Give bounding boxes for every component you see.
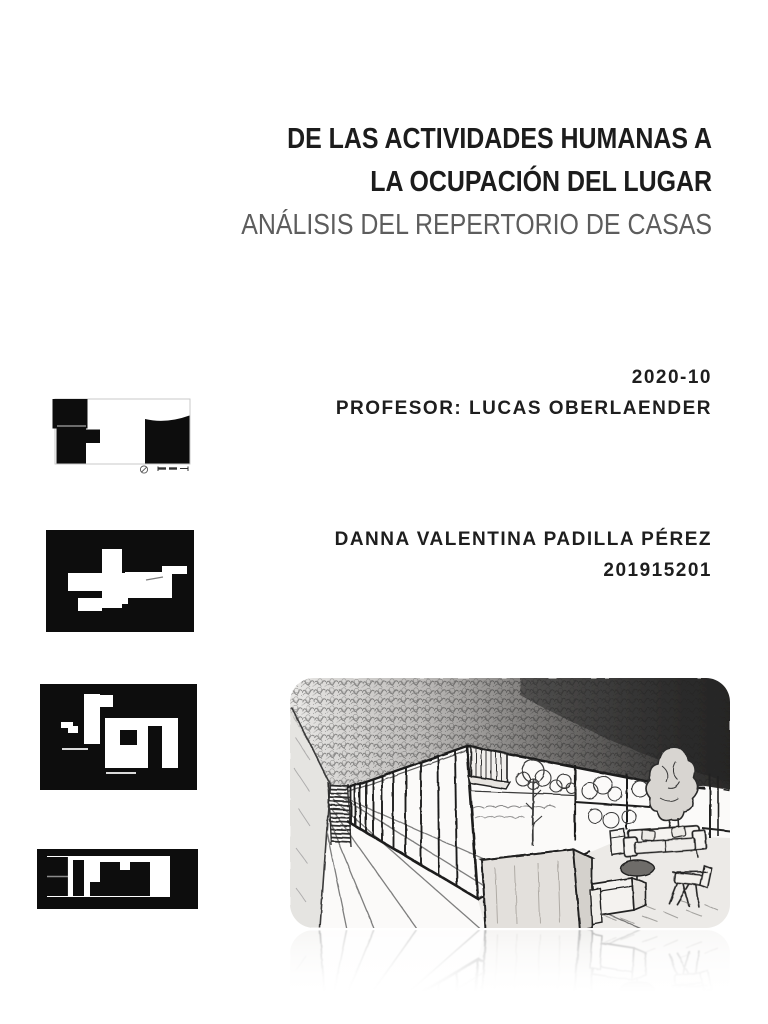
pencil-sketch-image (290, 678, 730, 928)
professor-label: PROFESOR: LUCAS OBERLAENDER (335, 398, 712, 419)
student-block (335, 524, 712, 586)
figure-plan-black-2-thumbnail (40, 684, 197, 790)
figure-plan-black-1-thumbnail (46, 530, 194, 632)
reflection-fade-overlay (290, 930, 730, 992)
figure-ground-image-2 (40, 684, 197, 790)
figure-ground-image-3 (37, 849, 198, 909)
student-id: 201915201 (603, 560, 712, 581)
figure-site-plan-thumbnail (52, 396, 192, 480)
site-plan-image (52, 396, 192, 480)
cover-subtitle: ANÁLISIS DEL REPERTORIO DE CASAS (241, 209, 713, 241)
figure-plan-black-3-thumbnail (37, 849, 198, 909)
figure-ground-image-1 (46, 530, 194, 632)
title-line-2: LA OCUPACIÓN DEL LUGAR (370, 166, 712, 198)
student-name: DANNA VALENTINA PADILLA PÉREZ (334, 529, 712, 550)
title-line-1: DE LAS ACTIVIDADES HUMANAS A (287, 123, 712, 155)
scale-bar (158, 467, 188, 472)
term-label: 2020-10 (631, 367, 712, 388)
perspective-drawing-figure (290, 678, 730, 928)
term-professor-block (336, 362, 712, 424)
drawing-reflection (290, 930, 730, 992)
cover-title-block (152, 118, 712, 246)
north-arrow-icon (140, 466, 147, 473)
